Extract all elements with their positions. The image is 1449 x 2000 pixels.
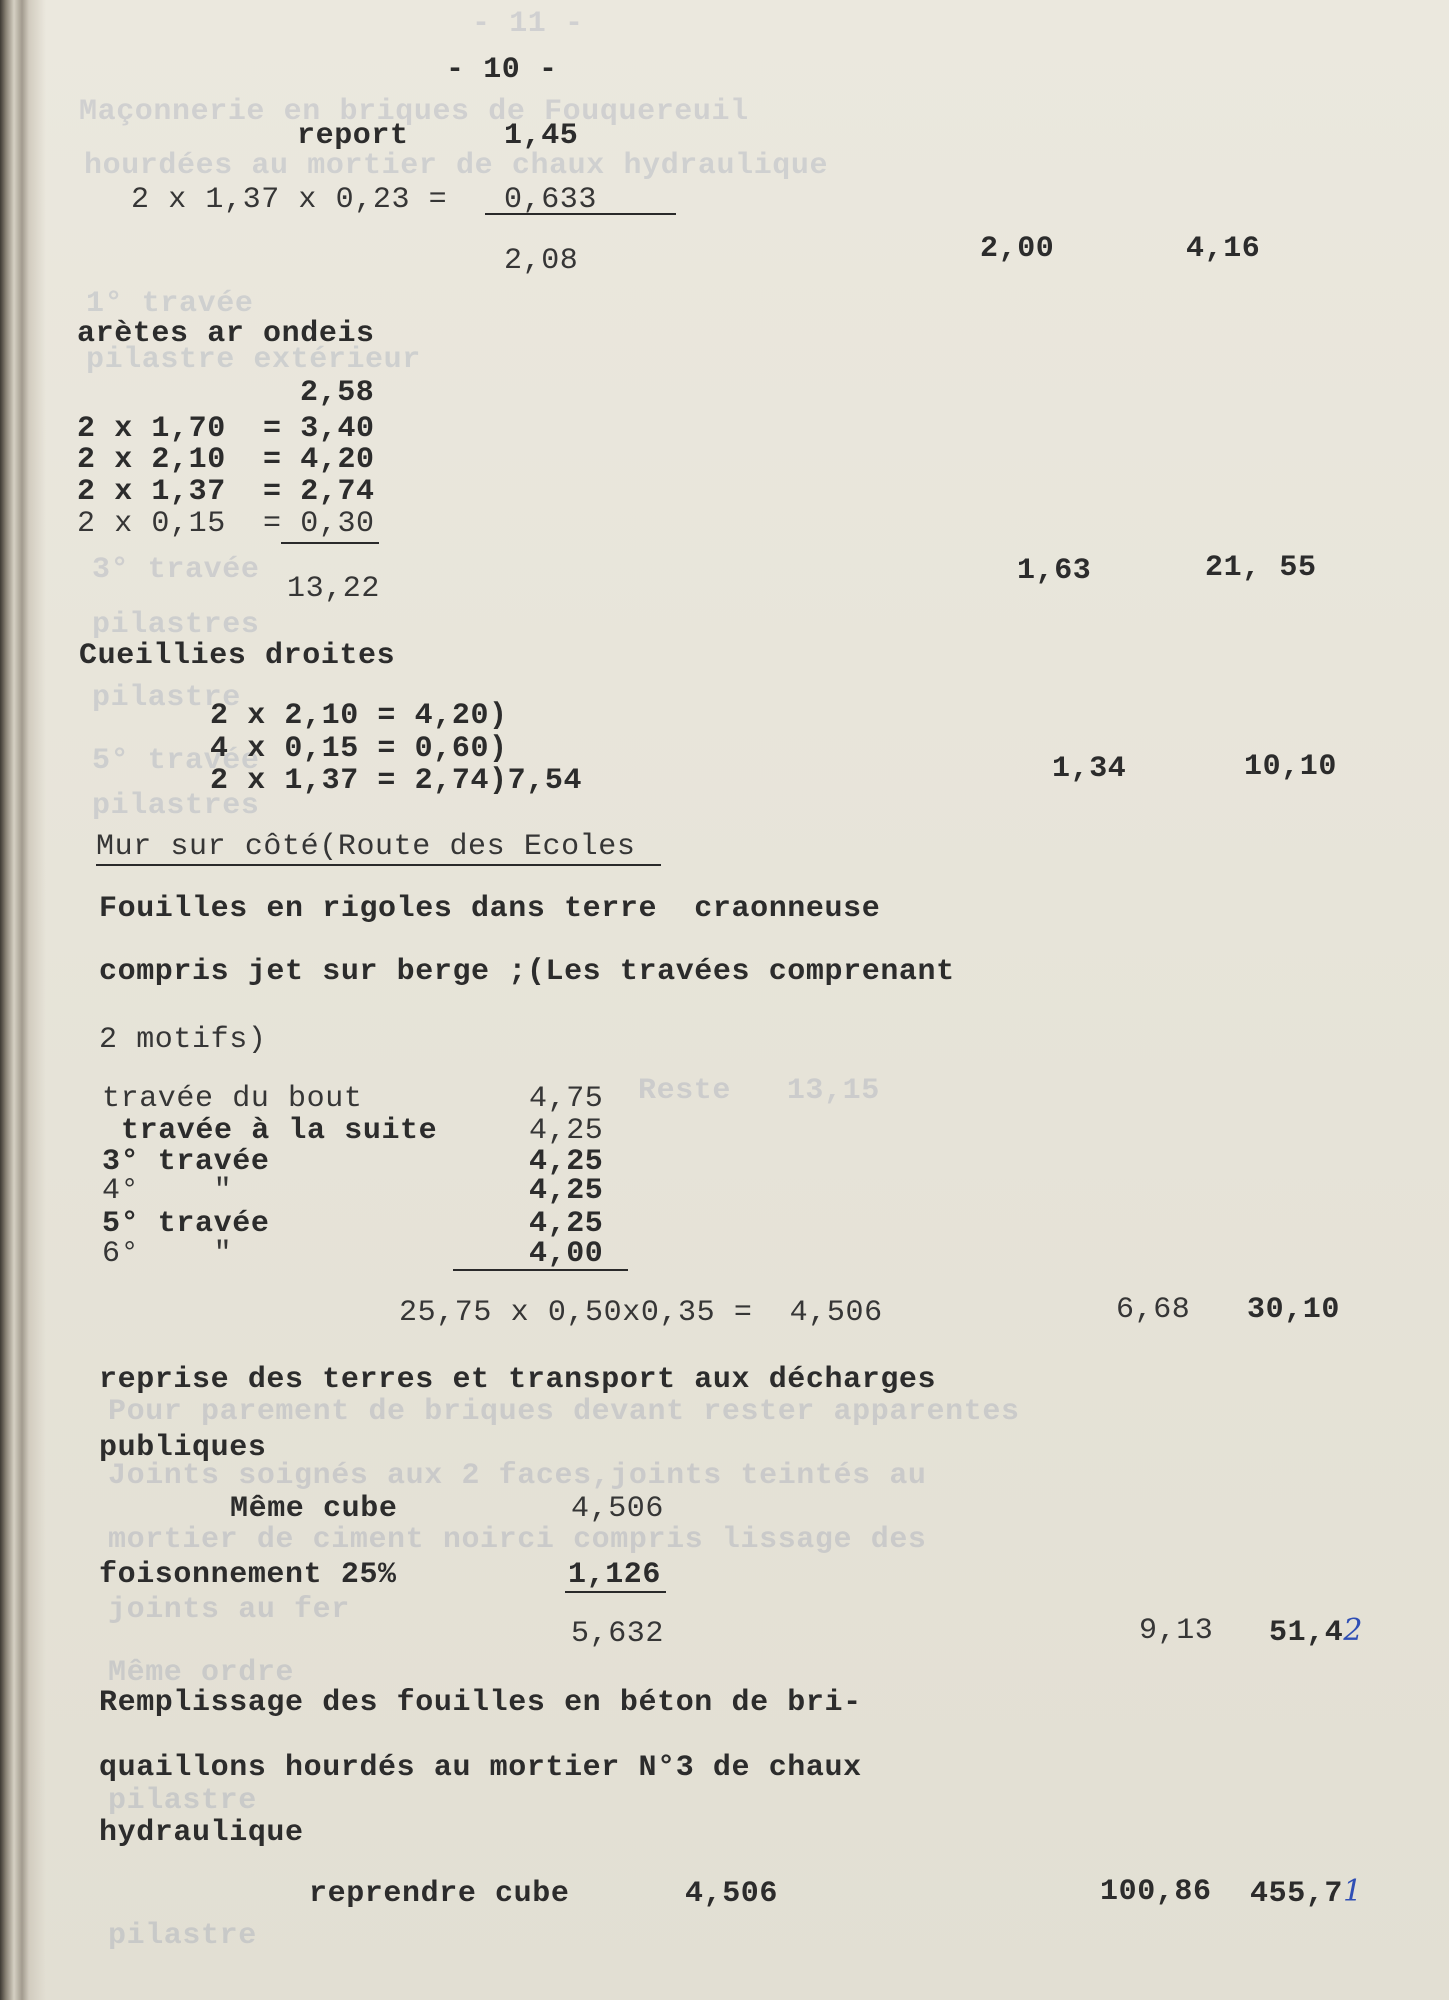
report-calc: 2 x 1,37 x 0,23 =: [131, 183, 448, 217]
cueillies-amount: 10,10: [1244, 750, 1338, 784]
ghost-line: 1° travée: [86, 287, 254, 321]
underline: [565, 1591, 666, 1593]
report-subtotal: 2,08: [504, 244, 579, 278]
cueillies-line: 2 x 2,10 = 4,20): [210, 699, 508, 733]
underline: [96, 864, 661, 866]
ghost-line: Même ordre: [108, 1656, 295, 1690]
report-amount: 4,16: [1186, 232, 1261, 266]
bay-value: 4,25: [529, 1145, 604, 1179]
aretes-amount: 21, 55: [1205, 551, 1317, 585]
ghost-line: pilastre extérieur: [86, 343, 421, 377]
aretes-unit-price: 1,63: [1017, 554, 1092, 588]
ghost-line: pilastre: [108, 1919, 257, 1953]
fouilles-unit-price: 6,68: [1116, 1293, 1191, 1327]
underline: [281, 542, 379, 544]
bay-label: 6° ": [102, 1237, 233, 1271]
aretes-line: 2 x 1,37 = 2,74: [77, 475, 375, 509]
remplissage-line: hydraulique: [99, 1816, 304, 1850]
reprise-amount: [1269, 1613, 1363, 1651]
same-cube-value: 4,506: [571, 1492, 665, 1526]
bay-label: travée du bout: [102, 1082, 363, 1116]
aretes-line: 2 x 1,70 = 3,40: [77, 412, 375, 446]
amount-typed: 455,7: [1250, 1877, 1344, 1911]
aretes-heading: arètes ar ondeis: [77, 317, 375, 351]
mur-heading: Mur sur côté(Route des Ecoles: [96, 830, 636, 864]
underline: [485, 213, 676, 215]
aretes-line: 2 x 2,10 = 4,20: [77, 443, 375, 477]
remplissage-line: Remplissage des fouilles en béton de bri-: [99, 1686, 862, 1720]
bay-value: 4,25: [529, 1207, 604, 1241]
ghost-line: pilastres: [92, 608, 260, 642]
report-carried-value: 1,45: [504, 119, 579, 153]
ghost-page-number: - 11 -: [472, 7, 584, 41]
bay-label: 3° travée: [102, 1145, 270, 1179]
bay-label: travée à la suite: [121, 1114, 438, 1148]
swell-label: foisonnement 25%: [99, 1558, 397, 1592]
swell-value: 1,126: [568, 1558, 662, 1592]
ghost-line: pilastre: [108, 1784, 257, 1818]
ghost-line: Joints soignés aux 2 faces,joints teintés au: [108, 1459, 927, 1493]
ghost-line: Pour parement de briques devant rester apparentes: [108, 1395, 1020, 1429]
report-unit-price: 2,00: [980, 232, 1055, 266]
cueillies-heading: Cueillies droites: [79, 639, 396, 673]
ghost-line: 3° travée: [92, 553, 260, 587]
ghost-line: joints au fer: [108, 1593, 350, 1627]
bay-value: 4,75: [529, 1082, 604, 1116]
amount-typed: 51,4: [1269, 1616, 1344, 1650]
page-number: - 10 -: [446, 53, 558, 87]
reprise-unit-price: 9,13: [1139, 1614, 1214, 1648]
bay-value: 4,25: [529, 1114, 604, 1148]
bay-label: 5° travée: [102, 1207, 270, 1241]
cueillies-line: 2 x 1,37 = 2,74)7,54: [210, 764, 583, 798]
fouilles-line: Fouilles en rigoles dans terre craonneuse: [99, 892, 881, 926]
aretes-line: 2,58: [300, 376, 375, 410]
ghost-line: pilastre: [92, 681, 241, 715]
aretes-total: 13,22: [287, 572, 381, 606]
ghost-line: Reste 13,15: [638, 1074, 880, 1108]
remplissage-unit-price: 100,86: [1100, 1875, 1212, 1909]
cube-value: 4,506: [685, 1877, 779, 1911]
bay-value: 4,00: [529, 1237, 604, 1271]
ghost-line: 5° travée: [92, 744, 260, 778]
bay-label: 4° ": [102, 1174, 233, 1208]
ghost-line: pilastres: [92, 789, 260, 823]
binding-fold: [0, 0, 46, 2000]
cueillies-line: 4 x 0,15 = 0,60): [210, 732, 508, 766]
reprise-total: 5,632: [571, 1617, 665, 1651]
fouilles-line: 2 motifs): [99, 1023, 267, 1057]
report-calc-value: 0,633: [504, 183, 598, 217]
fouilles-calc: 25,75 x 0,50x0,35 = 4,506: [399, 1296, 883, 1330]
handwritten-digit: 2: [1343, 1613, 1364, 1648]
same-cube-label: Même cube: [230, 1492, 398, 1526]
reprise-line: reprise des terres et transport aux décharges: [99, 1363, 937, 1397]
cueillies-unit-price: 1,34: [1052, 752, 1127, 786]
cube-label: reprendre cube: [309, 1877, 570, 1911]
fouilles-amount: 30,10: [1247, 1293, 1341, 1327]
remplissage-line: quaillons hourdés au mortier N°3 de chaux: [99, 1751, 862, 1785]
aretes-line: 2 x 0,15 = 0,30: [77, 507, 375, 541]
underline: [453, 1269, 628, 1271]
handwritten-digit: 1: [1343, 1874, 1363, 1909]
remplissage-amount: [1250, 1874, 1363, 1912]
reprise-line: publiques: [99, 1431, 267, 1465]
ghost-line: hourdées au mortier de chaux hydraulique: [84, 149, 829, 183]
report-label: report: [297, 119, 409, 153]
ghost-line: mortier de ciment noirci compris lissage des: [108, 1523, 927, 1557]
bay-value: 4,25: [529, 1174, 604, 1208]
fouilles-line: compris jet sur berge ;(Les travées comprenant: [99, 955, 955, 989]
ghost-line: Maçonnerie en briques de Fouquereuil: [79, 95, 749, 129]
